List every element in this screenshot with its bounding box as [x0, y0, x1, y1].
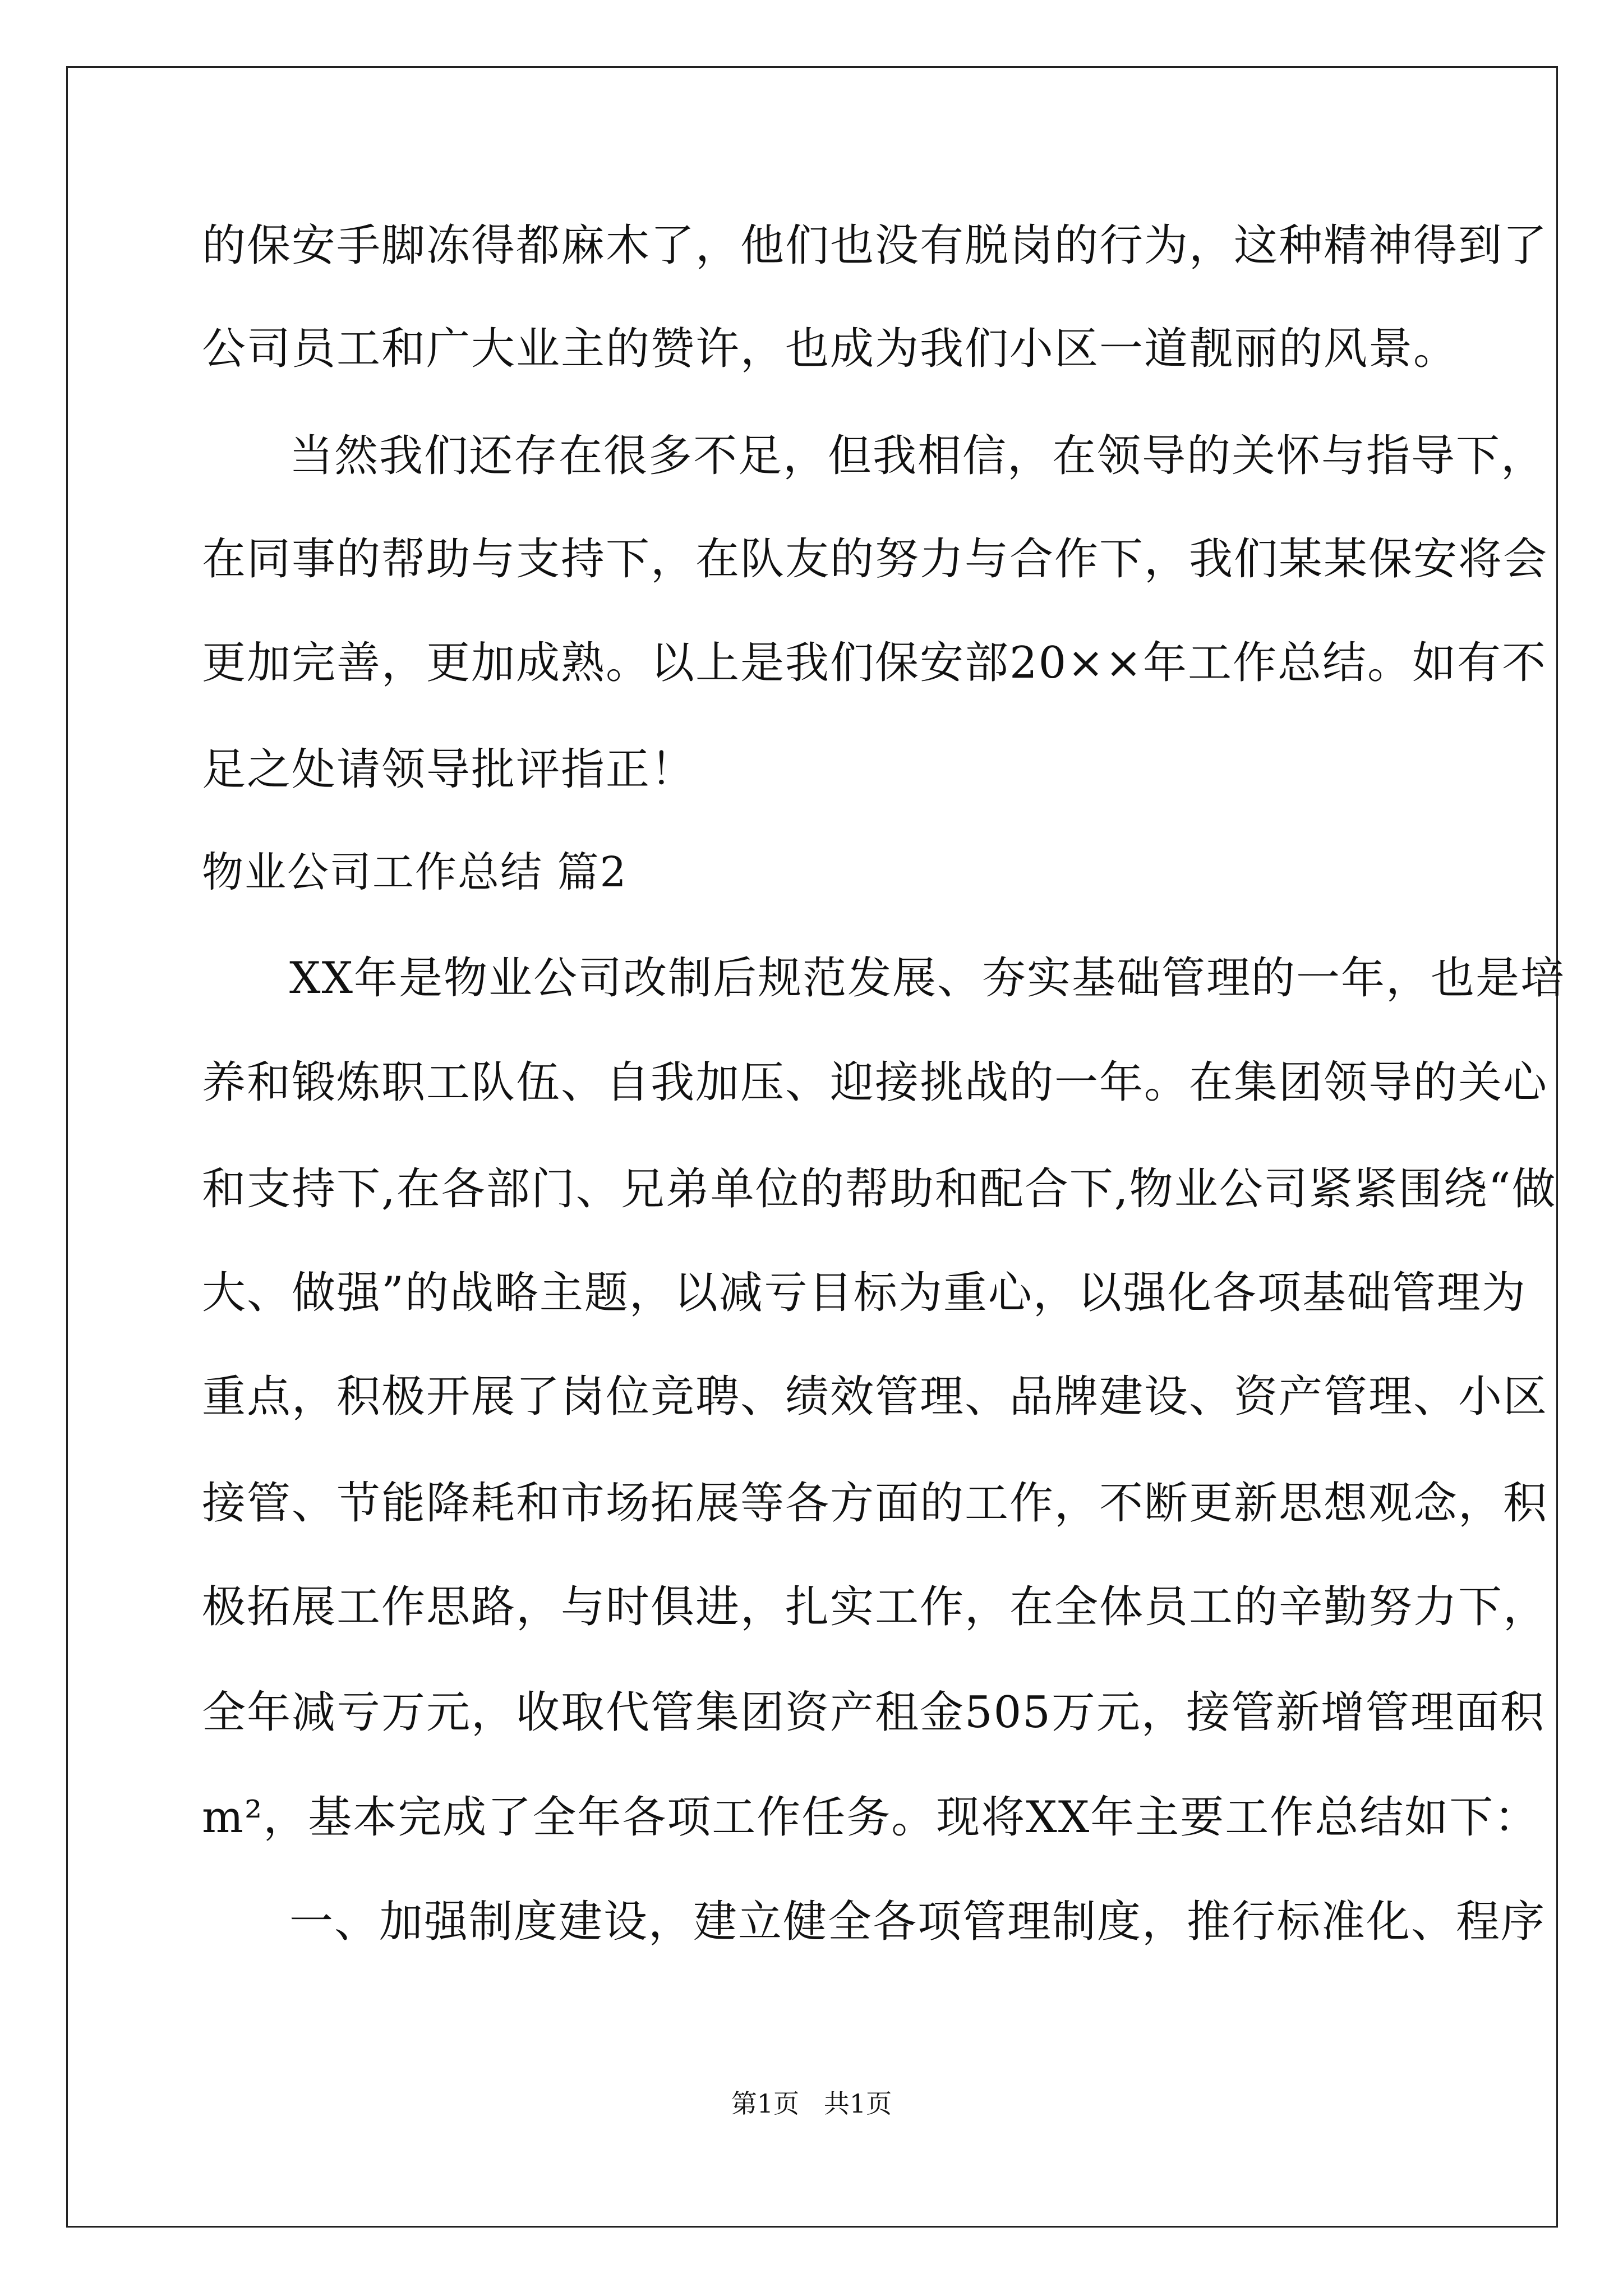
text-line: 一、加强制度建设，建立健全各项管理制度，推行标准化、程序	[289, 1897, 1546, 1947]
text-line: 的保安手脚冻得都麻木了，他们也没有脱岗的行为，这种精神得到了	[202, 220, 1548, 271]
text-line: 重点，积极开展了岗位竞聘、绩效管理、品牌建设、资产管理、小区	[202, 1372, 1548, 1422]
text-line: XX年是物业公司改制后规范发展、夯实基础管理的一年，也是培	[289, 953, 1566, 1004]
text-line: 和支持下,在各部门、兄弟单位的帮助和配合下,物业公司紧紧围绕“做	[202, 1164, 1557, 1214]
text-line: 极拓展工作思路，与时俱进，扎实工作，在全体员工的辛勤努力下，	[202, 1582, 1548, 1632]
text-line: 公司员工和广大业主的赞许，也成为我们小区一道靓丽的风景。	[202, 324, 1459, 374]
text-line: 接管、节能降耗和市场拓展等各方面的工作，不断更新思想观念，积	[202, 1478, 1548, 1529]
section-heading: 物业公司工作总结 篇2	[202, 848, 628, 896]
text-line: 足之处请领导批评指正！	[202, 744, 696, 795]
text-line: 全年减亏万元，收取代管集团资产租金505万元，接管新增管理面积	[202, 1687, 1545, 1738]
text-line: 养和锻炼职工队伍、自我加压、迎接挑战的一年。在集团领导的关心	[202, 1057, 1548, 1108]
text-line: 更加完善，更加成熟。以上是我们保安部20××年工作总结。如有不	[202, 638, 1547, 688]
page-footer: 第1页 共1页	[731, 2088, 892, 2119]
text-line: m²，基本完成了全年各项工作任务。现将XX年主要工作总结如下：	[202, 1792, 1539, 1843]
text-line: 大、做强”的战略主题，以减亏目标为重心，以强化各项基础管理为	[202, 1268, 1527, 1318]
text-line: 当然我们还存在很多不足，但我相信，在领导的关怀与指导下，	[289, 431, 1546, 481]
text-line: 在同事的帮助与支持下，在队友的努力与合作下，我们某某保安将会	[202, 534, 1548, 585]
